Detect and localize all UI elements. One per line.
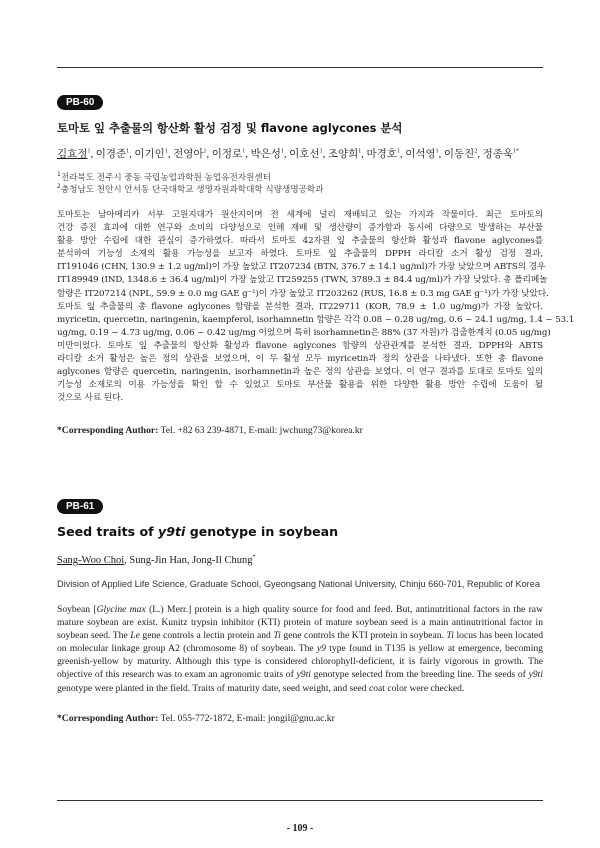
bottom-rule (57, 800, 543, 801)
author-name: Jong-Il Chung (192, 555, 253, 566)
abstract-line: on molecular linkage group A2 (chromosome 8) of soybean. The y9 type found in T135 is yellow at emergence, becoming (57, 643, 543, 655)
author-name: 이석영 (405, 149, 436, 160)
author-list: Sang-Woo Choi, Sung-Jin Han, Jong-Il Chung* (57, 554, 256, 566)
author-name: 정종욱 (482, 149, 513, 160)
abstract-line: 분석하여 기능성 소재의 활용 가능성을 보고자 하였다. 토마토 잎 추출물의 DPPH 라디칼 소거 활성 검정 결과, (57, 249, 543, 260)
author-affiliation-mark: 1* (513, 148, 519, 155)
author-affiliation-mark: 1 (242, 148, 246, 155)
affiliation: Division of Applied Life Science, Graduate School, Gyeongsang National University, Chinju 660-701, Republic of Korea (57, 579, 540, 589)
abstract-code-badge: PB-61 (57, 499, 103, 514)
abstract-line: 라디칼 소거 활성은 높은 정의 상관을 보였으며, 이 두 활성 모두 myricetin과 정의 상관을 나타냈다. 또한 총 flavone (57, 354, 543, 365)
corresponding-contact: Tel. +82 63 239-4871, E-mail: jwchung73@korea.kr (160, 425, 363, 436)
author-list: 김효정$^1$, 이경준$^1$, 이기인$^1$, 전영아$^1$, 이정로$^1$, 박은성$^1$, 이호선$^1$, 조양희$^1$, 마경호$^1$, 이석영$^1$, 이동진$^2$, 정종욱$^{1*}$ (57, 148, 519, 160)
page-number: - 109 - (286, 823, 314, 834)
affiliation (57, 184, 543, 196)
affiliation-number: 1 (57, 171, 61, 179)
author-affiliation-mark: 2 (474, 148, 478, 155)
italic-term: Le (130, 630, 140, 642)
abstract-code-badge: PB-60 (57, 95, 103, 110)
affiliation-text: 충청남도 천안시 안서동 단국대학교 생명자원과학대학 식량생명공학과 (60, 185, 324, 195)
author-affiliation-mark: 1 (358, 148, 362, 155)
abstract-line: 것으로 사료 된다. (57, 393, 124, 404)
abstract-line: 건강 증진 효과에 대한 연구와 소비의 다양성으로 인해 재배 및 생산량이 증가함과 동시에 다량으로 발생하는 부산물 (57, 223, 543, 234)
abstract-title (57, 524, 543, 539)
italic-term: y9 (316, 643, 326, 655)
corresponding-author (57, 424, 543, 437)
corresponding-label: *Corresponding Author: (57, 713, 159, 724)
author-name: Sung-Jin Han (129, 555, 187, 566)
abstract-line: mature soybean are exist. Kunitz trypsin inhibitor (KTI) protein of mature soybean seed is a main antinutritional factor in (57, 617, 543, 629)
abstract-line: genotype were planted in the field. Traits of maturity date, seed weight, and seed coat color were checked. (57, 682, 465, 694)
author-name: 마경호 (366, 149, 397, 160)
italic-term: Ti (446, 630, 454, 642)
author-name: 이기인 (134, 149, 165, 160)
abstract-body (57, 603, 543, 695)
affiliation-text: 전라북도 전주시 중동 국립농업과학원 농업유전자원센터 (60, 173, 271, 183)
italic-term: y9ti (528, 669, 544, 681)
author-affiliation-mark: 1 (319, 148, 323, 155)
author-name: Sang-Woo Choi (57, 555, 125, 566)
author-name: 이정로 (211, 149, 243, 160)
affiliation-number: 2 (57, 183, 61, 191)
corresponding-label: *Corresponding Author: (57, 425, 159, 436)
author-affiliation-mark: * (252, 554, 256, 561)
author-affiliation-mark: 1 (396, 148, 400, 155)
author-name: 박은성 (250, 149, 281, 160)
title-prefix: Seed traits of (57, 524, 159, 539)
abstract-line: greenish-yellow by maturity. Although this type is considered chlorophyll-deficient, it is fairly vigorous in growth. The (57, 656, 543, 668)
author-name: 조양희 (327, 149, 359, 160)
author-name: 이경준 (95, 149, 127, 160)
abstract-line: 활용 방안 수립에 대한 관심이 증가하였다. 따라서 토마토 42자원 잎 추출물의 항산화 활성과 flavone aglycones를 (57, 236, 543, 247)
italic-term: Glycine max (96, 604, 146, 615)
author-name: 전영아 (173, 149, 204, 160)
author-affiliation-mark: 1 (435, 148, 439, 155)
title-gene: y9ti (158, 524, 186, 539)
abstract-line: Soybean [Glycine max (L.) Merr.] protein is a high quality source for food and feed. But, antinutritional factors in the raw (57, 604, 543, 615)
abstract-line: ug/mg, 0.19 ~ 4.73 ug/mg, 0.06 ~ 0.42 ug/mg 이었으며 특히 isorhamnetin은 88% (37 자원)가 검출한계치 (0.05 ug/mg) (57, 327, 551, 338)
corresponding-contact: Tel. 055-772-1872, E-mail: jongil@gnu.ac.kr (160, 713, 335, 724)
top-rule (57, 67, 543, 68)
abstract-body (57, 209, 575, 405)
author-name: 이호선 (289, 149, 320, 160)
italic-term: y9ti (296, 669, 311, 681)
abstract-line: objective of this research was to exam an agronomic traits of y9ti genotype selected from the breeding line. The seeds of y9ti (57, 669, 544, 681)
abstract-line: soybean seed. The Le gene controls a lectin protein and Ti gene controls the KTI protein in soybean. Ti locus has been located (57, 630, 543, 642)
author-affiliation-mark: 1 (203, 148, 207, 155)
abstract-line: IT189949 (IND, 1348.6 ± 36.4 ug/ml)이 가장 높았고 IT259255 (TWN, 3789.3 ± 84.4 ug/ml)가 가장 낮았다. 총 폴리페놀 (57, 275, 548, 286)
abstract-line: myricetin, quercetin, naringenin, kaempferol, isorhamnetin 함량은 각각 0.08 ~ 0.28 ug/mg, 0.6 ~ 24.1 ug/mg, 1.4 ~ 53.1 (57, 314, 575, 325)
title-suffix: genotype in soybean (185, 524, 339, 539)
author-affiliation-mark: 1 (164, 148, 168, 155)
author-affiliation-mark: 1 (87, 148, 91, 155)
author-name: 이동진 (443, 149, 475, 160)
abstract-line: IT191046 (CHN, 130.9 ± 1.2 ug/ml)이 가장 높았고 IT207234 (BTN, 376.7 ± 14.1 ug/ml)가 가장 낮았으며 ABTS의 경우 (57, 262, 546, 273)
abstract-line: 함량은 IT207214 (NPL, 59.9 ± 0.0 mg GAE g⁻¹)이 가장 높았고 IT203262 (RUS, 16.8 ± 0.3 mg GAE g⁻¹)가 가장 낮았다. (57, 288, 549, 299)
abstract-line: aglycones 함량은 quercetin, naringenin, isorhamnetin과 높은 정의 상관을 보였다. 이 연구 결과를 토대로 토마토 잎의 (57, 367, 543, 378)
affiliation (57, 172, 543, 184)
author-affiliation-mark: 1 (280, 148, 284, 155)
corresponding-author (57, 712, 543, 725)
abstract-line: 미만이었다. 토마토 잎 추출물의 항산화 활성과 flavone aglycones 함량의 상관관계를 분석한 결과, DPPH와 ABTS (57, 340, 543, 351)
italic-term: Ti (273, 630, 281, 642)
abstract-line: 기능성 소재로의 이용 가능성을 확인 할 수 있었고 토마토 부산물 활용을 위한 다양한 활용 방안 수립에 도움이 될 (57, 380, 543, 391)
author-name: 김효정 (57, 149, 88, 160)
abstract-line: 토마토 잎 추출물의 총 flavone aglycones 함량을 분석한 결과, IT229711 (KOR, 78.9 ± 1.0 ug/mg)가 가장 높았다. (57, 301, 543, 312)
abstract-line: 토마토는 남아메리카 서부 고원지대가 원산지이며 전 세계에 널리 재배되고 있는 가지과 작물이다. 최근 토마토의 (57, 210, 543, 220)
author-affiliation-mark: 1 (126, 148, 130, 155)
abstract-title: 토마토 잎 추출물의 항산화 활성 검정 및 flavone aglycones 분석 (57, 121, 403, 135)
